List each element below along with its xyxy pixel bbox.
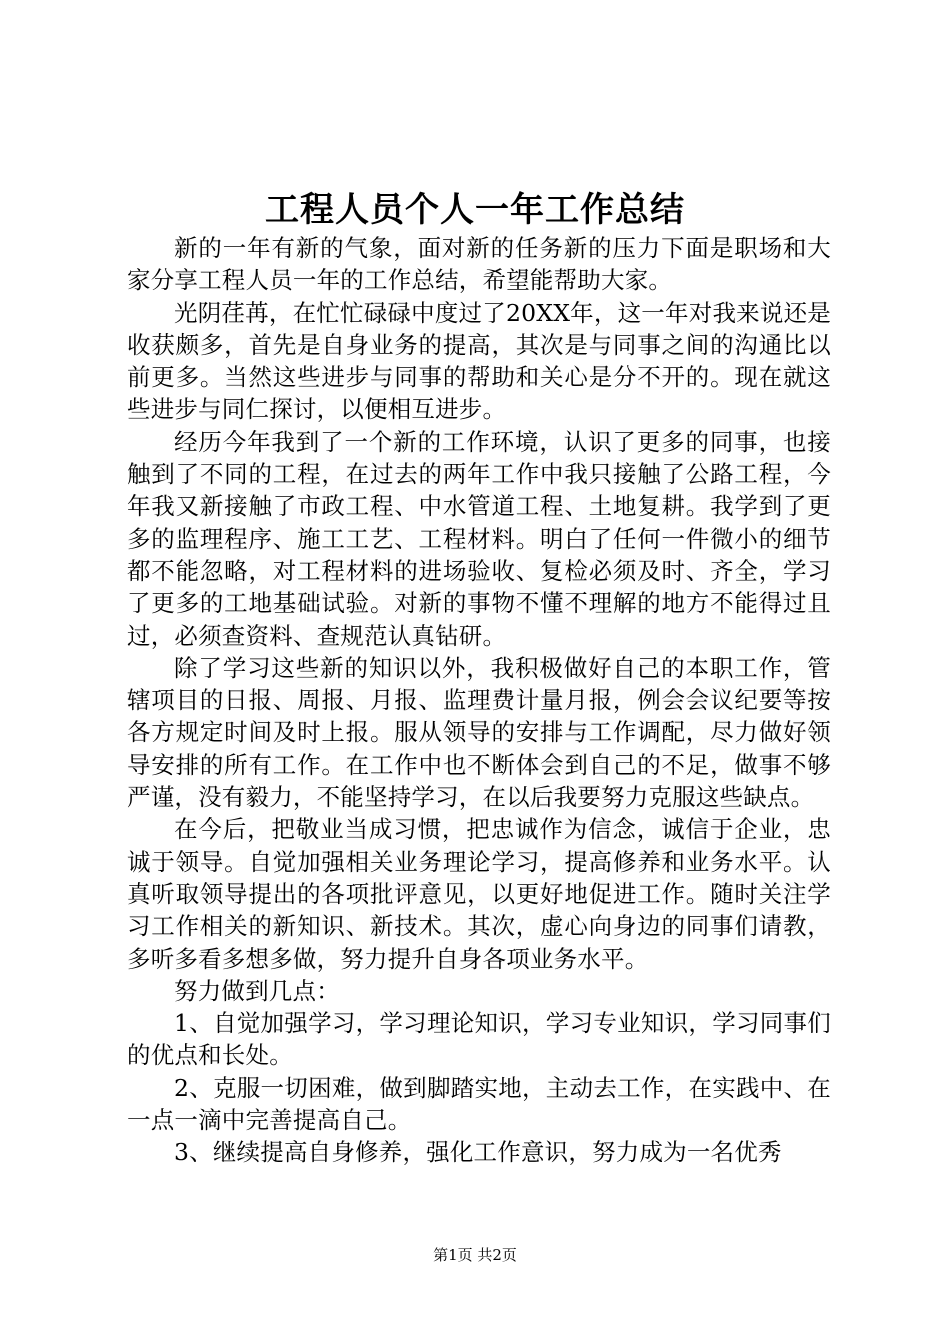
paragraph-goal-2: 2、克服一切困难，做到脚踏实地，主动去工作，在实践中、在一点一滴中完善提高自己。: [127, 1073, 831, 1135]
paragraph-future: 在今后，把敬业当成习惯，把忠诚作为信念，诚信于企业，忠诚于领导。自觉加强相关业务理论学习，提高修养和业务水平。认真听取领导提出的各项批评意见，以更好地促进工作。随时关注学习工作相关的新知识、新技术。其次，虚心向身边的同事们请教，多听多看多想多做，努力提升自身各项业务水平。: [127, 815, 831, 973]
paragraph-goal-1: 1、自觉加强学习，学习理论知识，学习专业知识，学习同事们的优点和长处。: [127, 1009, 831, 1070]
paragraph-new-environment: 经历今年我到了一个新的工作环境，认识了更多的同事，也接触到了不同的工程，在过去的两年工作中我只接触了公路工程，今年我又新接触了市政工程、中水管道工程、土地复耕。我学到了更多的监理程序、施工工艺、工程材料。明白了任何一件微小的细节都不能忽略，对工程材料的进场验收、复检必须及时、齐全，学习了更多的工地基础试验。对新的事物不懂不理解的地方不能得过且过，必须查资料、查规范认真钻研。: [127, 427, 831, 650]
paragraph-goals-heading: 努力做到几点：: [174, 976, 340, 1005]
paragraph-intro: 新的一年有新的气象，面对新的任务新的压力下面是职场和大家分享工程人员一年的工作总结，希望能帮助大家。: [127, 234, 831, 295]
document-title: 工程人员个人一年工作总结: [265, 190, 685, 230]
page-footer: 第1页 共2页: [433, 1246, 517, 1264]
paragraph-duties: 除了学习这些新的知识以外，我积极做好自己的本职工作，管辖项目的日报、周报、月报、监理费计量月报，例会会议纪要等按各方规定时间及时上报。服从领导的安排与工作调配，尽力做好领导安排的所有工作。在工作中也不断体会到自己的不足，做事不够严谨，没有毅力，不能坚持学习，在以后我要努力克服这些缺点。: [127, 653, 831, 812]
paragraph-reflection: 光阴荏苒，在忙忙碌碌中度过了20XX年，这一年对我来说还是收获颇多，首先是自身业务的提高，其次是与同事之间的沟通比以前更多。当然这些进步与同事的帮助和关心是分不开的。现在就这些进步与同仁探讨，以便相互进步。: [127, 298, 831, 424]
paragraph-goal-3: 3、继续提高自身修养，强化工作意识，努力成为一名优秀: [174, 1138, 782, 1167]
document-body: [127, 232, 831, 1169]
